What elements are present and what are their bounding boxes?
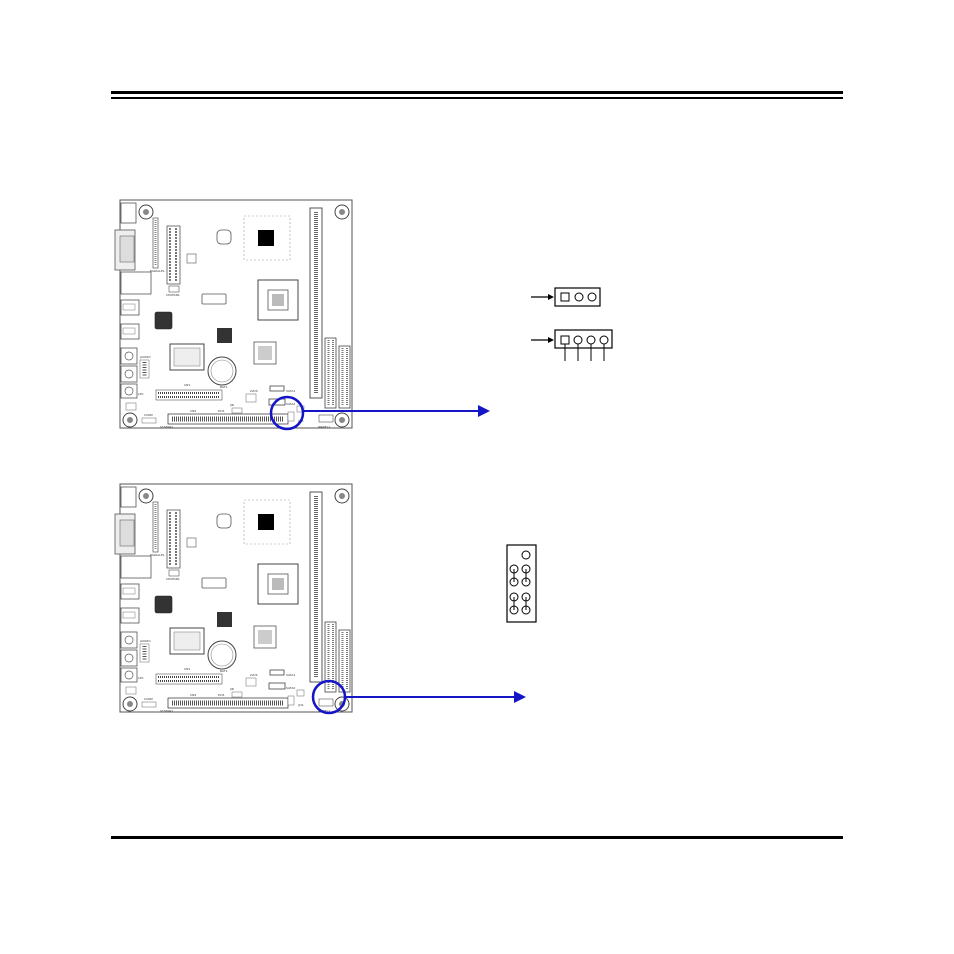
diagram-canvas: PARALLEL CPUFAN1 CN1 CN2 SATA1 JAUDIO COM2 LVDS JIR BAT1 LPC SYSFAN1 PCI1 [0, 0, 954, 954]
callout-arrowhead-bottom [514, 691, 526, 703]
motherboard-bottom [115, 484, 352, 713]
fan-connector-4pin [531, 330, 612, 361]
fan-connector-3pin [531, 288, 600, 306]
callout-arrowhead-top [478, 405, 490, 417]
motherboard-top [115, 200, 352, 429]
front-panel-header [507, 545, 536, 622]
